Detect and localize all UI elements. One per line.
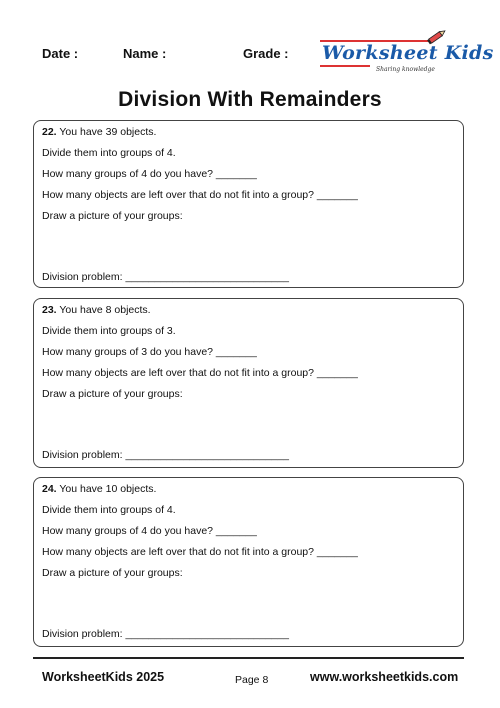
problem-card (33, 120, 464, 288)
worksheet-kids-logo (318, 34, 494, 78)
problem-card (33, 477, 464, 647)
groups-question: How many groups of 4 do you have? _______ (42, 525, 257, 537)
problem-intro-text: You have 8 objects. (56, 304, 151, 316)
division-problem-line: Division problem: ____________________________ (42, 628, 289, 640)
logo-tagline: Sharing knowledge (376, 66, 435, 73)
name-label: Name : (123, 46, 167, 61)
problem-intro-text: You have 39 objects. (56, 126, 157, 138)
divide-instruction: Divide them into groups of 3. (42, 325, 176, 337)
groups-question: How many groups of 4 do you have? _______ (42, 168, 257, 180)
problem-intro-text: You have 10 objects. (56, 483, 157, 495)
leftover-question: How many objects are left over that do not fit into a group? _______ (42, 546, 358, 558)
page-number: Page 8 (235, 674, 269, 686)
leftover-question: How many objects are left over that do not fit into a group? _______ (42, 367, 358, 379)
draw-instruction: Draw a picture of your groups: (42, 567, 183, 579)
leftover-question: How many objects are left over that do not fit into a group? _______ (42, 189, 358, 201)
grade-label: Grade : (243, 46, 289, 61)
logo-text: Worksheet Kids (322, 42, 494, 64)
problem-card (33, 298, 464, 468)
draw-instruction: Draw a picture of your groups: (42, 388, 183, 400)
division-problem-line: Division problem: ____________________________ (42, 449, 289, 461)
problem-number: 24. (42, 483, 57, 495)
footer-copyright: WorksheetKids 2025 (42, 670, 165, 684)
groups-question: How many groups of 3 do you have? _______ (42, 346, 257, 358)
footer-url[interactable]: www.worksheetkids.com (310, 670, 459, 684)
problem-number: 23. (42, 304, 57, 316)
problem-intro (42, 483, 156, 495)
problem-number: 22. (42, 126, 57, 138)
divide-instruction: Divide them into groups of 4. (42, 504, 176, 516)
footer-divider (33, 657, 464, 659)
draw-instruction: Draw a picture of your groups: (42, 210, 183, 222)
problem-intro (42, 126, 156, 138)
problem-intro (42, 304, 151, 316)
divide-instruction: Divide them into groups of 4. (42, 147, 176, 159)
page-title: Division With Remainders (118, 88, 382, 111)
division-problem-line: Division problem: ____________________________ (42, 271, 289, 283)
page-header (0, 0, 500, 80)
logo-bottom-line (320, 65, 370, 67)
date-label: Date : (42, 46, 79, 61)
